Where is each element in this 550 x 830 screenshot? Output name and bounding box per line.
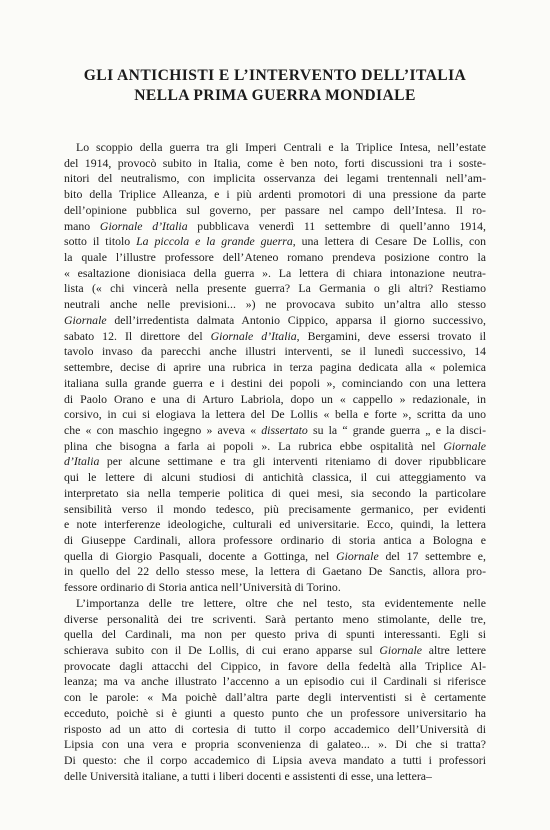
paragraph xyxy=(64,596,486,785)
article-body xyxy=(64,140,486,784)
italic-text: Giornale d’Italia xyxy=(210,328,297,343)
text-run: sotto il titolo xyxy=(64,234,137,249)
italic-text: dissertato xyxy=(261,422,308,437)
title-line: GLI ANTICHISTI E L’INTERVENTO DELL’ITALIA xyxy=(83,67,467,84)
text-line xyxy=(64,549,486,565)
text-run: Di questo: che il corpo accademico di Lipsia aveva mandato a tutti i professori xyxy=(64,753,486,768)
text-run: qui le lettere di alcuni studiosi di antichità classica, il cui atteggiamento va xyxy=(64,470,486,485)
text-run: con le parole: « Ma poichè dall’altra parte degli interventisti si è certamente xyxy=(64,690,486,705)
text-line xyxy=(64,187,486,203)
text-run: italiana sulla grande guerra e i destini dei popoli », cominciando con una lettera xyxy=(64,375,486,390)
text-run: Lo scoppio della guerra tra gli Imperi Centrali e la Triplice Intesa, nell’estate xyxy=(76,140,486,154)
text-line xyxy=(64,643,486,659)
italic-text: Giornale xyxy=(443,438,486,453)
text-run: la quale l’illustre professore dell’Ateneo romano prendeva posizione contro la xyxy=(64,250,486,265)
text-line xyxy=(64,140,486,156)
text-line xyxy=(64,517,486,533)
text-run: « esaltazione dionisiaca della guerra ». La lettera di chiara intonazione neutra- xyxy=(64,265,486,280)
article-title xyxy=(40,66,510,106)
text-line xyxy=(64,769,486,785)
text-run: sensibilità verso il mondo tedesco, più precisamente germanico, per evidenti xyxy=(64,501,486,516)
text-line xyxy=(64,203,486,219)
text-run: quella del Cardinali, ma non per questo priva di spunti interessanti. Egli si xyxy=(64,627,486,642)
text-line xyxy=(64,470,486,486)
text-run: interpretato sia nella temperie politica di quei mesi, sia secondo la particolare xyxy=(64,485,486,500)
text-run: fessore ordinario di Storia antica nell’Università di Torino. xyxy=(64,580,341,595)
text-line xyxy=(64,407,486,423)
text-run: corsivo, in cui si elogiava la lettera del De Lollis « bella e forte », scritta da uno xyxy=(64,407,486,422)
text-line xyxy=(64,627,486,643)
italic-text: d’Italia xyxy=(64,454,100,469)
text-run: sabato 12. Il direttore del xyxy=(64,328,211,343)
text-line xyxy=(64,486,486,502)
text-run: che « con maschio ingegno » aveva « xyxy=(64,422,262,437)
text-line xyxy=(64,564,486,580)
text-line xyxy=(64,659,486,675)
text-line xyxy=(64,753,486,769)
text-run: del 1914, provocò subito in Italia, come è ben noto, forti discussioni tra i soste- xyxy=(64,155,486,170)
text-run: del 17 settembre e, xyxy=(378,548,486,563)
text-run: diverse personalità dei tre scriventi. Sarà pertanto meno stimolante, delle tre, xyxy=(64,611,486,626)
text-line xyxy=(64,580,486,596)
text-run: risposto ad un atto di cortesia di tutto il corpo accademico dell’Università di xyxy=(64,721,486,736)
text-run: delle Università italiane, a tutti i liberi docenti e assistenti di esse, una lettera– xyxy=(64,768,432,783)
text-line xyxy=(64,234,486,250)
text-run: nitori del neutralismo, con implicita osservanza dei legami trentennali nell’am- xyxy=(64,171,486,186)
text-run: altre lettere xyxy=(422,643,487,657)
paragraph xyxy=(64,140,486,596)
text-run: in quello del 22 dello stesso mese, la lettera di Gaetano De Sanctis, allora pro- xyxy=(64,564,486,579)
text-line xyxy=(64,674,486,690)
text-run: L’importanza delle tre lettere, oltre che nel testo, sta evidentemente nelle xyxy=(76,595,486,610)
text-line xyxy=(64,533,486,549)
text-line xyxy=(64,219,486,235)
text-line xyxy=(64,329,486,345)
text-run: bito della Triplice Alleanza, e i più ardenti promotori di una pressione da parte xyxy=(64,187,486,202)
text-line xyxy=(64,502,486,518)
text-run: quella di Giorgio Pasquali, docente a Gottinga, nel xyxy=(64,548,337,563)
italic-text: Giornale xyxy=(336,548,379,563)
text-line xyxy=(64,454,486,470)
text-run: tavolo invaso da parecchi anche illustri interventi, se il lunedì successivo, 14 xyxy=(64,344,486,359)
text-line xyxy=(64,690,486,706)
text-line xyxy=(64,706,486,722)
text-run: leanza; ma va anche illustrato l’accenno a un episodio cui il Cardinali si riferisce xyxy=(64,674,486,689)
title-line: NELLA PRIMA GUERRA MONDIALE xyxy=(134,87,416,104)
text-line xyxy=(64,376,486,392)
text-line xyxy=(64,737,486,753)
text-run: , Bergamini, deve essersi trovato il xyxy=(296,328,486,343)
italic-text: Giornale d’Italia xyxy=(99,218,188,233)
text-line xyxy=(64,313,486,329)
text-run: pubblicava venerdì 11 settembre di quell’anno 1914, xyxy=(187,218,487,233)
text-line xyxy=(64,423,486,439)
text-line xyxy=(64,266,486,282)
text-line xyxy=(64,171,486,187)
text-run: settembre, decise di aprire una rubrica in terza pagina dedicata alla « polemica xyxy=(64,360,486,375)
text-run: mano xyxy=(64,218,100,233)
text-line xyxy=(64,596,486,612)
text-line xyxy=(64,612,486,628)
text-line xyxy=(64,722,486,738)
text-line xyxy=(64,360,486,376)
text-run: provocate dagli attacchi del Cippico, in favore della fedeltà alla Triplice Al- xyxy=(64,658,486,673)
text-run: neutrali anche nelle previsioni... ») ne provocava subito un’altra allo stesso xyxy=(64,297,486,312)
text-run: lista (« chi vincerà nella presente guerra? La Germania o gli altri? Restiamo xyxy=(64,281,486,296)
text-run: di Paolo Orano e una di Arturo Labriola, dopo un « cappello » redazionale, in xyxy=(64,391,486,406)
text-run: su la “ grande guerra „ e la disci- xyxy=(307,422,486,437)
text-run: dell’irredentista dalmata Antonio Cippico, apparsa il giorno successivo, xyxy=(106,312,486,327)
italic-text: Giornale xyxy=(379,643,423,657)
text-run: per alcune settimane e tra gli interventi riteniamo di dover ripubblicare xyxy=(99,454,486,469)
text-line xyxy=(64,439,486,455)
italic-text: Giornale xyxy=(64,312,107,327)
italic-text: La piccola e la grande guerra xyxy=(136,234,293,249)
text-run: ecceduto, poichè si è giunti a questo punto che un professore universitario ha xyxy=(64,705,486,720)
text-line xyxy=(64,250,486,266)
text-run: plina che bisogna a farla ai popoli ». La rubrica ebbe ospitalità nel xyxy=(64,438,444,453)
text-line xyxy=(64,392,486,408)
text-line xyxy=(64,344,486,360)
text-run: e note interferenze ideologiche, culturali ed universitarie. Ecco, quindi, la lettera xyxy=(64,517,486,532)
text-run: dell’opinione pubblica sul governo, per passare nel campo dell’Intesa. Il ro- xyxy=(64,202,486,217)
text-run: Lipsia con una vera e propria sconvenienza di galateo... ». Di che si tratta? xyxy=(64,737,486,752)
text-line xyxy=(64,281,486,297)
text-line xyxy=(64,297,486,313)
text-run: , una lettera di Cesare De Lollis, con xyxy=(292,234,487,249)
text-run: schierava subito con il De Lollis, di cui erano apparse sul xyxy=(64,643,380,657)
text-line xyxy=(64,156,486,172)
text-run: di Giuseppe Cardinali, allora professore ordinario di storia antica a Bologna e xyxy=(64,532,486,547)
